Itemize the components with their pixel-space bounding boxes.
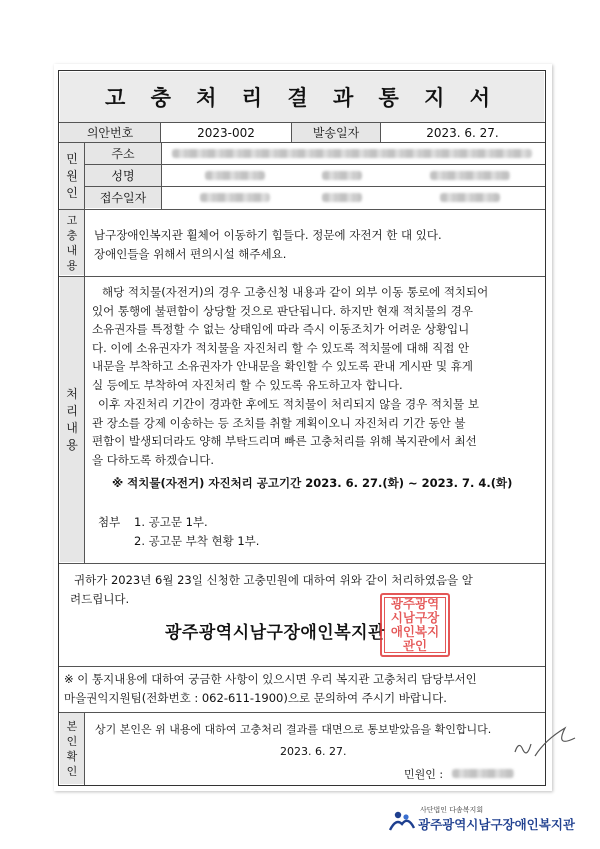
redacted-phone <box>430 171 510 180</box>
divider <box>291 122 292 143</box>
footer-corporation: 사단법인 다솜복지회 <box>420 806 484 814</box>
processing-side-label: 처 리 내 용 <box>60 277 84 562</box>
divider <box>84 276 85 563</box>
applicant-signature-label: 민원인 : <box>404 768 444 781</box>
confirm-side-label: 본 인 확 인 <box>60 713 84 784</box>
label-send-date: 발송일자 <box>292 123 380 142</box>
complaint-text: 남구장애인복지관 휠체어 이동하기 힘들다. 정문에 자전거 한 대 있다. 장애인들을 위해서 편의시설 해주세요. <box>94 228 442 261</box>
label-received-date: 접수일자 <box>85 187 161 208</box>
processing-paragraph-1: 해당 적치물(자전거)의 경우 고충신청 내용과 같이 외부 이동 통로에 적치되어 있어 통행에 불편함이 상당할 것으로 판단됩니다. 하지만 현재 적치물의 경우 소유권자를 특정할 수 없는 상태임에 따라 즉시 이동조치가 어려운 상황입니 다. 이에 소유권자가 적치물을 자진처리 할 수 있도록 적치물에 대해 직접 안 내문을 부착하고 소유권자가 안내문을 확인할 수 있도록 관내 게시판 및 휴게 실 등에도 부착하여 자진처리 할 수 있도록 유도하고자 합니다. <box>92 285 489 392</box>
divider <box>84 209 85 276</box>
divider <box>84 186 545 187</box>
redacted-address <box>172 149 532 158</box>
label-name: 성명 <box>85 165 161 186</box>
official-seal <box>380 593 450 657</box>
redacted-field <box>440 193 500 202</box>
label-address: 주소 <box>85 143 161 164</box>
divider <box>59 712 545 713</box>
processing-paragraph-2: 이후 자진처리 기간이 경과한 후에도 적치물이 처리되지 않을 경우 적치물 보 관 장소를 강제 이송하는 등 조치를 취할 계획이오니 자진처리 기간 동안 불 편함이 발생되더라도 양해 부탁드리며 빠른 고충처리를 위해 복지관에서 최선 을 다하도록 하겠습니다. <box>92 397 479 467</box>
confirm-date: 2023. 6. 27. <box>280 745 347 758</box>
organization-logo-icon <box>386 808 416 832</box>
organization-name: 광주광역시남구장애인복지관 <box>165 623 385 643</box>
handwritten-signature <box>505 720 585 770</box>
document-title: 고 충 처 리 결 과 통 지 서 <box>60 72 544 122</box>
inquiry-text: ※ 이 통지내용에 대하여 궁금한 사항이 있으시면 우리 복지관 고충처리 담당부서인 마을권익지원팀(전화번호 : 062-611-1900)으로 문의하여 주시기 바랍니다. <box>64 672 477 705</box>
attachment-item: 1. 공고문 1부. <box>134 515 208 529</box>
redacted-date <box>200 193 270 202</box>
attachment-item: 2. 공고문 부착 현황 1부. <box>134 534 260 548</box>
notice-period: ※ 적치물(자전거) 자진처리 공고기간 2023. 6. 27.(화) ~ 2023. 7. 4.(화) <box>112 476 513 490</box>
redacted-name <box>205 171 265 180</box>
divider <box>161 142 162 209</box>
official-seal-inner: 광주광역시남구장애인복지관인 <box>384 597 446 653</box>
closing-text: 귀하가 2023년 6월 23일 신청한 고충민원에 대하여 위와 같이 처리하였음을 알 려드립니다. <box>70 573 473 606</box>
send-date-value: 2023. 6. 27. <box>426 125 499 140</box>
divider <box>59 209 545 210</box>
divider <box>59 563 545 564</box>
complaint-side-label: 고 충 내 용 <box>60 210 84 275</box>
divider <box>59 276 545 277</box>
divider <box>84 712 85 785</box>
redacted-applicant-name <box>452 769 514 778</box>
confirm-text: 상기 본인은 위 내용에 대하여 고충처리 결과를 대면으로 통보받았음을 확인합니다. <box>95 723 492 736</box>
redacted-field <box>322 193 362 202</box>
label-doc-number: 의안번호 <box>60 123 160 142</box>
divider <box>84 164 545 165</box>
divider <box>160 122 161 143</box>
divider <box>59 666 545 667</box>
divider <box>380 122 381 143</box>
footer-organization: 광주광역시남구장애인복지관 <box>418 817 575 832</box>
applicant-side-label: 민 원 인 <box>60 143 84 209</box>
attachment-label: 첨부 <box>98 515 121 529</box>
redacted-field <box>322 171 362 180</box>
doc-number-value: 2023-002 <box>197 125 255 140</box>
